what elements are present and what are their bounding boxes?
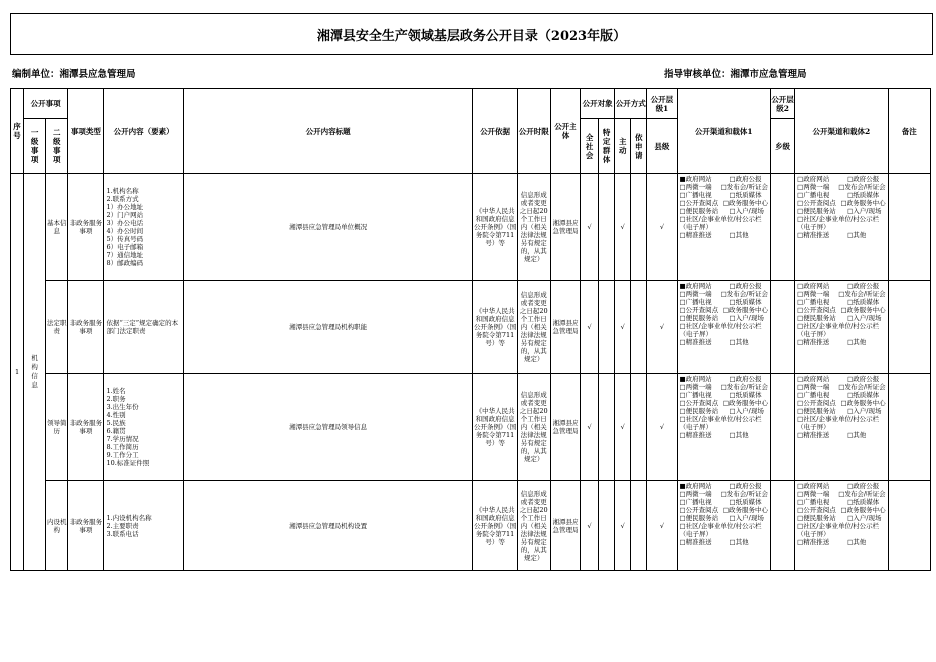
- row-channel1: ■政府网站 □政府公报 □两微一端 □发布会/听证会 □广播电视 □纸质媒体 □公开查阅点 □政务服务中心 □便民服务站 □入户/现场 □社区/企事业单位/村公示栏（电子屏） □精准推送 □其他: [677, 174, 771, 281]
- header-subject: 公开主体: [550, 89, 580, 174]
- table-row: [11, 281, 931, 374]
- header-level1-item: 一级事项: [24, 119, 46, 174]
- row-channel2: □政府网站 □政府公报 □两微一端 □发布会/听证会 □广播电视 □纸质媒体 □公开查阅点 □政务服务中心 □便民服务站 □入户/现场 □社区/企事业单位/村公示栏（电子屏） □精准推送 □其他: [795, 281, 889, 374]
- header-channel2: 公开渠道和载体2: [795, 89, 889, 174]
- row-mark-county: √: [647, 481, 677, 571]
- row-content: 1.机构名称 2.联系方式 1）办公地址 2）门户网站 3）办公电话 4）办公时间 5）传真号码 6）电子邮箱 7）通信地址 8）邮政编码: [104, 174, 183, 281]
- header-target-all: 全社会: [581, 119, 599, 174]
- header-level1: 公开层级1: [647, 89, 677, 119]
- row-channel1: ■政府网站 □政府公报 □两微一端 □发布会/听证会 □广播电视 □纸质媒体 □公开查阅点 □政务服务中心 □便民服务站 □入户/现场 □社区/企事业单位/村公示栏（电子屏） □精准推送 □其他: [677, 374, 771, 481]
- row-mark-request: [631, 281, 647, 374]
- header-target: 公开对象: [581, 89, 615, 119]
- row-basis: 《中华人民共和国政府信息公开条例》（国务院令第711号）等: [473, 374, 517, 481]
- header-method-active: 主动: [615, 119, 631, 174]
- row-mark-specific: [599, 281, 615, 374]
- row-mark-request: [631, 174, 647, 281]
- header-channel1: 公开渠道和载体1: [677, 89, 771, 174]
- row-channel2: □政府网站 □政府公报 □两微一端 □发布会/听证会 □广播电视 □纸质媒体 □公开查阅点 □政务服务中心 □便民服务站 □入户/现场 □社区/企事业单位/村公示栏（电子屏） □精准推送 □其他: [795, 374, 889, 481]
- reviewer-unit: 指导审核单位：湘潭市应急管理局: [664, 69, 807, 80]
- row-channel2: □政府网站 □政府公报 □两微一端 □发布会/听证会 □广播电视 □纸质媒体 □公开查阅点 □政务服务中心 □便民服务站 □入户/现场 □社区/企事业单位/村公示栏（电子屏） □精准推送 □其他: [795, 174, 889, 281]
- row-mark-active: √: [615, 481, 631, 571]
- row-subject: 湘潭县应急管理局: [550, 281, 580, 374]
- group-level1: 机构信息: [24, 174, 46, 571]
- row-basis: 《中华人民共和国政府信息公开条例》（国务院令第711号）等: [473, 281, 517, 374]
- row-township: [771, 281, 795, 374]
- table-row: [11, 481, 931, 571]
- row-channel1: ■政府网站 □政府公报 □两微一端 □发布会/听证会 □广播电视 □纸质媒体 □公开查阅点 □政务服务中心 □便民服务站 □入户/现场 □社区/企事业单位/村公示栏（电子屏） □精准推送 □其他: [677, 481, 771, 571]
- row-level2: 基本信息: [46, 174, 68, 281]
- row-channel1: ■政府网站 □政府公报 □两微一端 □发布会/听证会 □广播电视 □纸质媒体 □公开查阅点 □政务服务中心 □便民服务站 □入户/现场 □社区/企事业单位/村公示栏（电子屏） □精准推送 □其他: [677, 281, 771, 374]
- row-item-type: 非政务服务事项: [68, 174, 104, 281]
- header-township: 乡级: [771, 119, 795, 174]
- row-mark-request: [631, 374, 647, 481]
- row-content: 依据“三定”规定确定的本部门法定职责: [104, 281, 183, 374]
- header-method-request: 依申请: [631, 119, 647, 174]
- document-title: 湘潭县安全生产领域基层政务公开目录（2023年版）: [10, 13, 933, 55]
- row-mark-specific: [599, 374, 615, 481]
- row-mark-county: √: [647, 281, 677, 374]
- catalog-table: [10, 88, 931, 571]
- row-content: 1.姓名 2.职务 3.出生年份 4.性别 5.民族 6.籍贯 7.学历情况 8.工作简历 9.工作分工 10.标准证件照: [104, 374, 183, 481]
- row-mark-all: √: [581, 481, 599, 571]
- table-row: [11, 174, 931, 281]
- header-method: 公开方式: [615, 89, 647, 119]
- row-item-type: 非政务服务事项: [68, 481, 104, 571]
- row-mark-active: √: [615, 281, 631, 374]
- row-item-type: 非政务服务事项: [68, 374, 104, 481]
- header-public-items: 公开事项: [24, 89, 68, 119]
- header-basis: 公开依据: [473, 89, 517, 174]
- row-basis: 《中华人民共和国政府信息公开条例》（国务院令第711号）等: [473, 481, 517, 571]
- row-mark-active: √: [615, 374, 631, 481]
- row-mark-active: √: [615, 174, 631, 281]
- header-time-limit: 公开时限: [517, 89, 550, 174]
- row-level2: 领导简历: [46, 374, 68, 481]
- row-content-title: 湘潭县应急管理局单位概况: [183, 174, 473, 281]
- row-basis: 《中华人民共和国政府信息公开条例》（国务院令第711号）等: [473, 174, 517, 281]
- header-level2: 公开层级2: [771, 89, 795, 119]
- row-mark-all: √: [581, 374, 599, 481]
- row-content-title: 湘潭县应急管理局机构设置: [183, 481, 473, 571]
- row-mark-county: √: [647, 374, 677, 481]
- row-subject: 湘潭县应急管理局: [550, 174, 580, 281]
- row-channel2: □政府网站 □政府公报 □两微一端 □发布会/听证会 □广播电视 □纸质媒体 □公开查阅点 □政务服务中心 □便民服务站 □入户/现场 □社区/企事业单位/村公示栏（电子屏） □精准推送 □其他: [795, 481, 889, 571]
- row-mark-specific: [599, 481, 615, 571]
- row-subject: 湘潭县应急管理局: [550, 374, 580, 481]
- row-item-type: 非政务服务事项: [68, 281, 104, 374]
- header-target-specific: 特定群体: [599, 119, 615, 174]
- header-seq: 序号: [11, 89, 24, 174]
- row-mark-all: √: [581, 281, 599, 374]
- row-time-limit: 信息形成或者变更之日起20个工作日内（相关法律法规另有规定的，从其规定）: [517, 281, 550, 374]
- row-remark: [888, 174, 930, 281]
- table-row: [11, 374, 931, 481]
- row-mark-county: √: [647, 174, 677, 281]
- row-time-limit: 信息形成或者变更之日起20个工作日内（相关法律法规另有规定的，从其规定）: [517, 374, 550, 481]
- row-time-limit: 信息形成或者变更之日起20个工作日内（相关法律法规另有规定的，从其规定）: [517, 481, 550, 571]
- row-remark: [888, 374, 930, 481]
- header-item-type: 事项类型: [68, 89, 104, 174]
- row-level2: 法定职责: [46, 281, 68, 374]
- row-content: 1.内设机构名称 2.主要职责 3.联系电话: [104, 481, 183, 571]
- header-content: 公开内容（要素）: [104, 89, 183, 174]
- row-subject: 湘潭县应急管理局: [550, 481, 580, 571]
- row-level2: 内设机构: [46, 481, 68, 571]
- row-content-title: 湘潭县应急管理局机构职能: [183, 281, 473, 374]
- row-mark-specific: [599, 174, 615, 281]
- row-content-title: 湘潭县应急管理局领导信息: [183, 374, 473, 481]
- header-content-title: 公开内容标题: [183, 89, 473, 174]
- compiler-unit: 编制单位：湘潭县应急管理局: [12, 69, 136, 80]
- header-remark: 备注: [888, 89, 930, 174]
- row-remark: [888, 281, 930, 374]
- row-mark-all: √: [581, 174, 599, 281]
- row-township: [771, 174, 795, 281]
- row-time-limit: 信息形成或者变更之日起20个工作日内（相关法律法规另有规定的，从其规定）: [517, 174, 550, 281]
- row-remark: [888, 481, 930, 571]
- header-level2-item: 二级事项: [46, 119, 68, 174]
- header-county: 县级: [647, 119, 677, 174]
- row-mark-request: [631, 481, 647, 571]
- group-seq: 1: [11, 174, 24, 571]
- row-township: [771, 481, 795, 571]
- row-township: [771, 374, 795, 481]
